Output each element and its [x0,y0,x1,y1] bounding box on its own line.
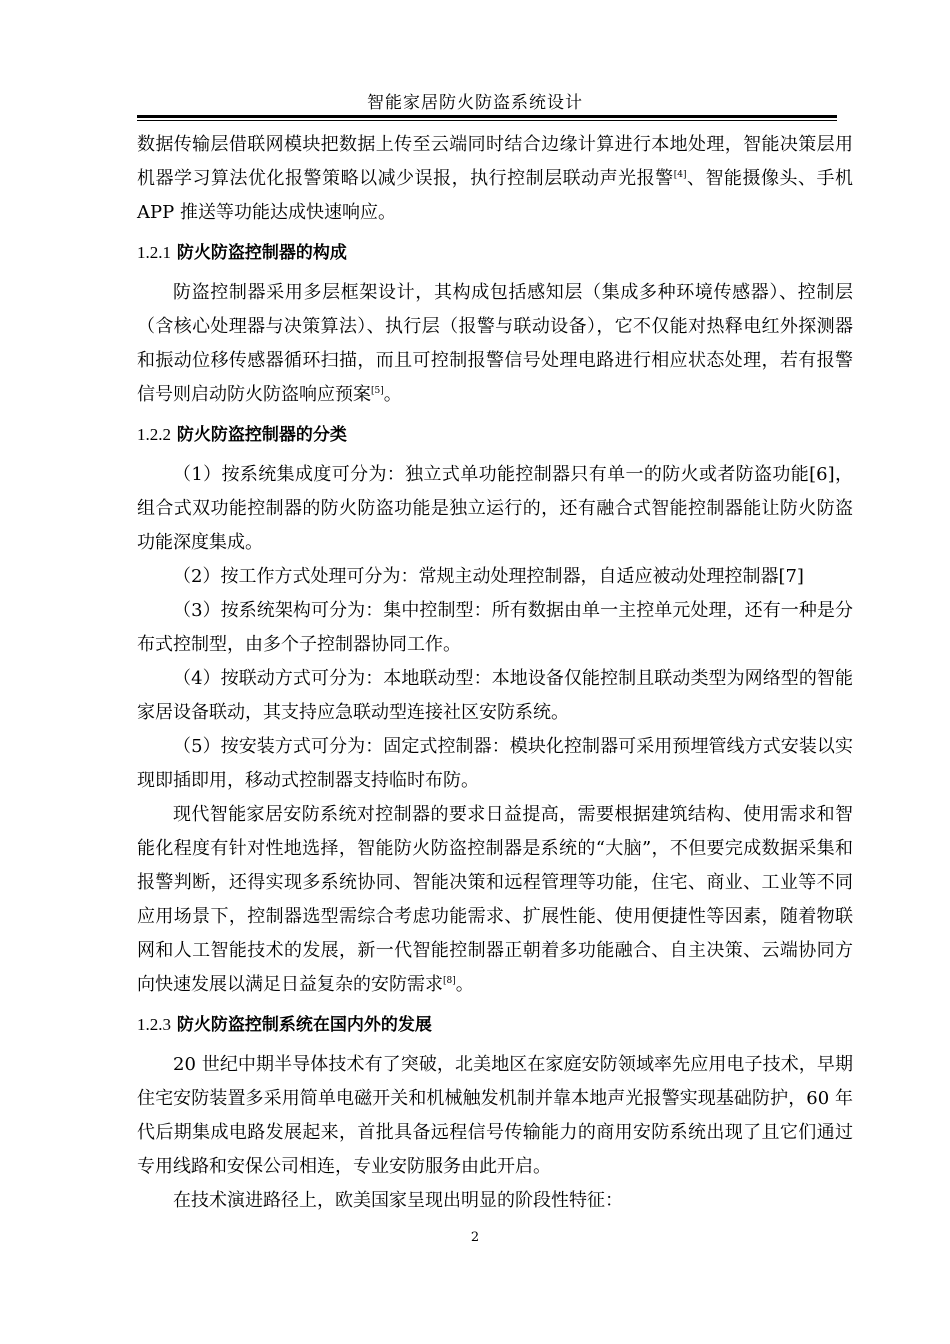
section-1-2-1-paragraph: 防盗控制器采用多层框架设计，其构成包括感知层（集成多种环境传感器）、控制层（含核心处理器与决策算法）、执行层（报警与联动设备），它不仅能对热释电红外探测器和振动位移传感器循环扫描，而且可控制报警信号处理电路进行相应状态处理，若有报警信号则启动防火防盗响应预案[5]。 [137,282,853,405]
classification-item-5: （5）按安装方式可分为：固定式控制器：模块化控制器可采用预埋管线方式安装以实现即插即用，移动式控制器支持临时布防。 [137,736,853,791]
classification-item-1: （1）按系统集成度可分为：独立式单功能控制器只有单一的防火或者防盗功能[6]，组合式双功能控制器的防火防盗功能是独立运行的，还有融合式智能控制器能让防火防盗功能深度集成。 [137,464,853,553]
classification-item-3: （3）按系统架构可分为：集中控制型：所有数据由单一主控单元处理，还有一种是分布式控制型，由多个子控制器协同工作。 [137,600,853,655]
header-rule-thick [137,115,837,118]
running-header: 智能家居防火防盗系统设计 [367,93,583,113]
page-body [137,128,853,1218]
section-1-2-3-paragraph-2: 在技术演进路径上，欧美国家呈现出明显的阶段性特征： [173,1190,623,1211]
summary-paragraph: 现代智能家居安防系统对控制器的要求日益提高，需要根据建筑结构、使用需求和智能化程度有针对性地选择，智能防火防盗控制器是系统的“大脑”，不但要完成数据采集和报警判断，还得实现多系统协同、智能决策和远程管理等功能，住宅、商业、工业等不同应用场景下，控制器选型需综合考虑功能需求、扩展性能、使用便捷性等因素，随着物联网和人工智能技术的发展，新一代智能控制器正朝着多功能融合、自主决策、云端协同方向快速发展以满足日益复杂的安防需求[8]。 [137,804,853,995]
intro-paragraph: 数据传输层借联网模块把数据上传至云端同时结合边缘计算进行本地处理，智能决策层用机器学习算法优化报警策略以减少误报，执行控制层联动声光报警[4]、智能摄像头、手机 APP 推送等功能达成快速响应。 [137,134,854,223]
page-number: 2 [470,1230,480,1245]
section-heading-1-2-1: 1.2.1 防火防盗控制器的构成 [137,243,347,263]
section-heading-1-2-3: 1.2.3 防火防盗控制系统在国内外的发展 [137,1015,432,1035]
classification-item-2: （2）按工作方式处理可分为：常规主动处理控制器，自适应被动处理控制器[7] [173,566,804,587]
classification-item-4: （4）按联动方式可分为：本地联动型：本地设备仅能控制且联动类型为网络型的智能家居设备联动，其支持应急联动型连接社区安防系统。 [137,668,853,723]
section-heading-1-2-2: 1.2.2 防火防盗控制器的分类 [137,425,347,445]
section-1-2-3-paragraph-1: 20 世纪中期半导体技术有了突破，北美地区在家庭安防领域率先应用电子技术，早期住宅安防装置多采用简单电磁开关和机械触发机制并靠本地声光报警实现基础防护，60 年代后期集成电路发展起来，首批具备远程信号传输能力的商用安防系统出现了且它们通过专用线路和安保公司相连，专业安防服务由此开启。 [137,1054,853,1177]
header-rule-thin [137,120,837,121]
